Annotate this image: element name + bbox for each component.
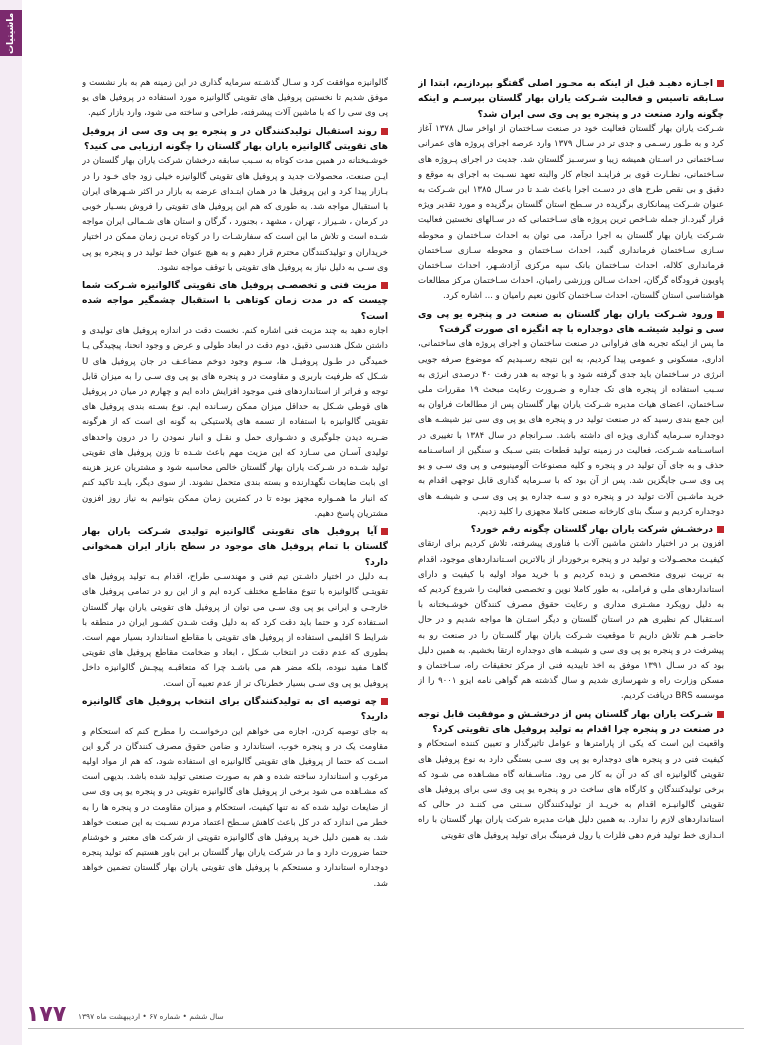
question-text: شـرکت یاران بهار گلستان پس از درخشـش و موفقیت قابل توجه در صنعت در و پنجره چرا اقدام به تولید پروفیل های تقویتی کرد؟ (418, 708, 724, 735)
answer: خوشـبختانه در همین مدت کوتاه به سـبب سابقه درخشان شرکت یاران بهار گلستان در ایـن صنعت، محصولات جدید و پروفیل های تقویتی گالوانیزه خیلی زود جای خـود را در بـازار پیدا کرد و این پروفیل ها در همان ابتـدای عرضه به بازار در اکثر شـهرهای ایران با استقبال مواجه شد. به طوری که هم این پروفیل های تقویتی را فروش بسـیار خوبی در کرمان ، شـیراز ، تهران ، مشهد ، بجنورد ، گرگان و استان های شـمالی ایران مواجه شـده است و تلاش ما این است که سفارشـات را در کوتاه تریـن زمان ممکن در اختیار خریداران و تولیدکنندگان محترم قرار دهیم و به هیچ عنوان خط تولید در و پنجره یو پی وی سـی به دلیل نیاز به پروفیل های تقویتی با توقف مواجه نشود. (82, 156, 388, 273)
answer: افزون بر در اختیار داشتن ماشین آلات با فناوری پیشرفته، تلاش کردیم برای ارتقای کیفیـت محصـولات و تولید در و پنجره برخوردار از بالاترین اسـتانداردهای موجود، اقدام به تربیت نیروی متخصص و زبده کردیم و با خرید مواد اولیه با کیفیت و دارای استانداردهای ملی و فراملی، به طور کاملا نوین و تخصصی فعالیت را شروع کردیم که به دلیل رویکرد مشـتری مداری و رعایت حقوق مصرف کنندگان خوشـبختانه با اسـتقبال کم نظیری هم در استان گلستان و دیگر استـان ها مواجه شدیم و در حال حاضـر هـم تلاش داریم تا موقعیت شـرکت یاران بهار گلسـتان را در صنعت رو به پیشرفت در و پنجره یو پی وی سی و شیشـه های دوجداره ارتقا بخشیم. به همین دلیل بود که در سـال ۱۳۹۱ موفق به اخذ تاییدیه فنی از مرکز تحقیقات راه، سـاختمان و مسکن وزارت راه و شهرسازی شدیم و سال گذشته هم گواهی نامه ایزو ۹۰۰۱ را از موسسه BRS دریافت کردیم. (418, 539, 724, 702)
question (418, 76, 724, 122)
qa-block (418, 76, 724, 305)
qa-block (82, 278, 388, 522)
answer: اجازه دهید به چند مزیت فنی اشاره کنم. نخست دقت در اندازه پروفیل های تولیدی و داشتن شکل هندسی دقیق، دوم دقت در ابعاد طولی و عرض و وجود انحنا، پیچیدگی یـا خمیدگی در طـول پروفیـل ها، سـوم وجود دوخم مضاعـف در جان پروفیل های U شـکل که ظرفیت باربری و مقاومت در و پنجره های یو پی وی سـی را به میزان قابل توجه و فراتر از استانداردهای فنی موجود افزایش داده ایم و چهارم در میان در پروفیل های قوطی شـکل به حداقل میزان ممکن رسـانده ایم. نوع بسـته بندی پروفیل های تقویتی گالوانیزه با استفاده از تسمه های پلاستیکی به گونه ای است که از هرگونه ضـربه دیدن جلوگیری و دشـواری حمل و نقـل و انبار نمودن را در درون واحدهای تولیدی آسـان می سـازد که این مزیت مهم باعث شـده تا وزن پروفیل های تقویتی تولید شـده در شـرکت یاران بهار گلستان خالص محاسبه شود و مشتریان عزیز هزینه ای بابت ضایعات نگهدارنده و بسته بندی متحمل نشوند. از سوی دیگر، بایـد تاکید کنم که انبار ما همـواره مجهز بوده تا در کمترین زمان ممکن بتوانیم به نیاز روز افزون مشتریان پاسخ دهیم. (82, 326, 388, 519)
page-number: ۱۷۷ (26, 1002, 67, 1027)
qa-block (418, 707, 724, 844)
qa-block (82, 76, 388, 122)
bullet-square-icon (717, 711, 724, 718)
bullet-square-icon (381, 698, 388, 705)
bullet-square-icon (717, 311, 724, 318)
answer: شـرکت یاران بهار گلستان فعالیت خود در صنعت سـاختمان از اواخر سال ۱۳۷۸ آغاز کرد و به طـور رسـمی و جدی تر در سـال ۱۳۷۹ وارد عرصه اجرای پروژه های عمرانی سـاختمانی در اسـتان همیشه زیبا و سرسـبز گلستان شد. جدیت در اجرای پـروژه های سـاختمانی، نظـارت قوی بر فراینـد انجام کار والبته تعهد نسـبت به اجرای به موقع و دقیق و بی نقص طرح های در دسـت اجرا باعث شـد تا در سـال ۱۳۸۵ این شـرکت به عنوان شـرکت پیمانکاری برگزیده در سـطح استان گلستان برگزیده و مورد تقدیر ویژه قرار گیرد.از جمله شـاخص ترین پروژه های سـاختمانی که در سـالهای نخستین فعالیت شـرکت یاران بهار گلستان به اجرا درآمد، می توان به احداث سـاختمان و محوطه سـازی سـاختمان فرمانداری گنبد، احداث سـاختمان و محوطه سـازی سـاختمان فرمانداری کلاله، احداث سـاختمان بانک سپه مرکزی آزادشـهر، احداث سـاختمان پاویون فرودگاه گرگان، احداث سـالن ورزشی رامیان، احداث سـاختمان مرکز مطالعات هواشناسی استان گلستان، احداث سـاختمان کانون نعیم رامیان و ... اشاره کرد. (418, 124, 724, 302)
qa-block (82, 694, 388, 892)
answer: ما پس از اینکه تجربه های فراوانی در صنعت ساختمان و اجرای پروژه های ساختمانی، اداری، مسکونی و عمومی پیدا کردیم، به این نتیجه رسـیدیم که موضوع صرفه جویی انرژی در سـاختمان باید جدی گرفته شود و با توجه به هدر رفت ۴۰ درصدی انرژی به سـبب استفاده از پنجره های تک جداره و ضـرورت رعایت مبحث ۱۹ مقررات ملی سـاختمان، اعضای هیات مدیره شـرکت یاران بهار گلستان پس از مطالعات فراوان به این جمع بندی رسید که در صنعت تولید در و پنجره های یو پی وی سی نیز شیشـه های دوجداره سـرمایه گذاری ویژه ای داشته باشد. سـرانجام در سال ۱۳۸۴ با تغییری در اساسـنامه شـرکت، فعالیت در زمینه تولید قطعات بتنی سـبک و سنگین از اساسـنامه حذف و به جای آن تولید در و پنجره و کلیه مصنوعات آلومینیومی و پی وی سـی و یو پی وی سـی جایگزین شد. پس از آن بود که با سـرمایه گذاری قابل توجهی اقدام به خرید ماشـین آلات تولید در و پنجره دو و سـه جداره یو پی وی سـی و شیشـه های دوجداره کردیم و سنگ بنای کارخانه صنعتی کاملا مجهزی را کلید زدیم. (418, 339, 724, 517)
bullet-square-icon (717, 80, 724, 87)
qa-block (418, 522, 724, 705)
answer: به جای توصیه کردن، اجازه می خواهم این درخواسـت را مطرح کنم که استحکام و مقاومت یک در و پنجره خوب، استاندارد و ضامن حقوق مصرف کنندگان در گرو این اسـت که حتما از پروفیل های تقویتی گالوانیزه ای استفاده شود، که هم از مواد اولیه مرغوب و استاندارد ساخته شده و هم به صورت صنعتی تولید شده باشد. بدیهی است که مشـاهده می شود برخی از پروفیل های گالوانیزه تقویتی در و پنجره یو پی وی سی از ضایعات تولید شده که نه تنها کیفیت، استحکام و میزان مقاومت در و پنجره ها را به خطر می اندازد که در کل باعث کاهش سـطح اعتماد مردم نسـبت به این صنعت خواهد شد. به همین دلیل خرید پروفیل های گالوانیزه تقویتی از شرکت های معتبر و خوشنام حتما ضرورت دارد و ما در شرکت یاران بهار گلستان بر این باور هستیم که تولید پنجره دوجداره استاندارد و مستحکم با پروفیل های تقویتی یاران بهار گلستان تضمین خواهد شد. (82, 726, 388, 889)
side-band (0, 0, 22, 1045)
right-column (418, 76, 724, 996)
answer: واقعیت این است که یکی از پارامترها و عوامل تاثیرگذار و تعیین کننده استحکام و کیفیت فنی در و پنجره های دوجداره یو پی وی سـی بستگی دارد به نوع پروفیل های تقویتی گالوانیزه ای که در آن به کار می رود. متاسـفانه گاه مشـاهده می شـود که برخی تولیدکنندگان و کارگاه های ساخت در و پنجره یو پی وی سی برای پروفیل های تقویتی گالوانیـزه اقدام به خریـد از تولیدکنندگان سـنتی می کننـد در حالی که استانداردهای لازم را ندارد. به همین دلیل هیات مدیره شرکت یاران بهار گلستان با راه انـدازی خط تولید فرم دهی فلزات یا رول فرمینگ برای تولید پروفیل های تقویتی (418, 739, 724, 841)
question-text: درخشـش شرکت یاران بهار گلستان چگونه رقم خورد؟ (470, 523, 713, 535)
question-text: آیا پروفیل های تقویتی گالوانیزه تولیدی شـرکت یاران بهار گلستان با تمام پروفیل های موجود در سطح بازار ایران همخوانی دارد؟ (82, 525, 388, 568)
section-label: ماشینیات (0, 10, 22, 56)
question-text: مزیت فنی و تخصصـی پروفیل های تقویتی گالوانیزه شـرکت شما چیست که در مدت زمان کوتاهی با استقبال چشمگیر مواجه شده است؟ (82, 280, 388, 322)
issue-info: سال ششم • شماره ۶۷ • اردیبهشت ماه ۱۳۹۷ (78, 1012, 224, 1021)
question-text: روند استقبال تولیدکنندگان در و پنجره یو پی وی سی از پروفیل های تقویتی گالوانیزه یاران بهار گلستان را چگونه ارزیابی می کنید؟ (82, 125, 388, 153)
bullet-square-icon (381, 128, 388, 135)
question (418, 522, 724, 537)
answer: گالوانیزه موافقت کرد و سـال گذشـته سرمایه گذاری در این زمینه هم به بار نشست و موفق شدیم تا نخستین پروفیل های تقویتی گالوانیزه مورد استفاده در پروفیل های یو پی وی سی را که با ماشین آلات پیشرفته، طراحی و ساخته می شود، وارد بازار کنیم. (82, 78, 388, 119)
qa-block (82, 124, 388, 276)
question-text: ورود شـرکت یاران بهار گلستان به صنعت در و پنجره یو پی وی سی و تولید شیشـه های دوجداره با چه انگیزه ای صورت گرفت؟ (418, 308, 724, 336)
question (418, 707, 724, 738)
question (418, 307, 724, 338)
left-column (82, 76, 388, 996)
answer: بـه دلیل در اختیار داشـتن تیم فنی و مهندسـی طراح، اقدام بـه تولید پروفیل های تقویتـی گالوانیزه با تنوع مقاطـع مختلف کرده ایم و از این رو در تمامی پروفیل های خارجـی و ایرانی یو پی وی سـی می توان از پروفیل های تقویتی یاران بهار گلستان اسـتفاده کرد و حتما باید دقت کرد که به دلیل وقت شـدن کشـور ایران در منطقه با شرایط S اقلیمی استفاده از پروفیل های تقویتی با مقاطع استاندارد بسیار مهم است. بطوری که عدم دقت در انتخاب شـکل ، ابعاد و ضخامت مقاطع پروفیل های تقویتی گاهـا مفید نبوده، بلکه مضر هم می باشـد چرا که متعاقبـه پیچـش گالوانیزه داخل پروفیل یو پی وی سـی بسیار خطرناک تر از عدم تعبیه آن است. (82, 572, 388, 689)
question (82, 694, 388, 725)
qa-block (82, 524, 388, 692)
bullet-square-icon (381, 282, 388, 289)
footer-rule (28, 1028, 744, 1029)
question-text: چه توصیه ای به تولیدکنندگان برای انتخاب پروفیل های گالوانیزه دارید؟ (82, 695, 388, 723)
question (82, 278, 388, 324)
question (82, 124, 388, 155)
question-text: اجـازه دهیـد قبل از اینکه به محـور اصلی گفتگو بپردازیم، ابتدا از سـابقه تاسیس و فعالیت شـرکت یاران بهار گلستان بپرسـم و اینکه چگونه وارد صنعت در و پنجره یو پی وی سی ایران شد؟ (418, 78, 724, 120)
bullet-square-icon (381, 528, 388, 535)
qa-block (418, 307, 724, 520)
question (82, 524, 388, 570)
bullet-square-icon (717, 526, 724, 533)
